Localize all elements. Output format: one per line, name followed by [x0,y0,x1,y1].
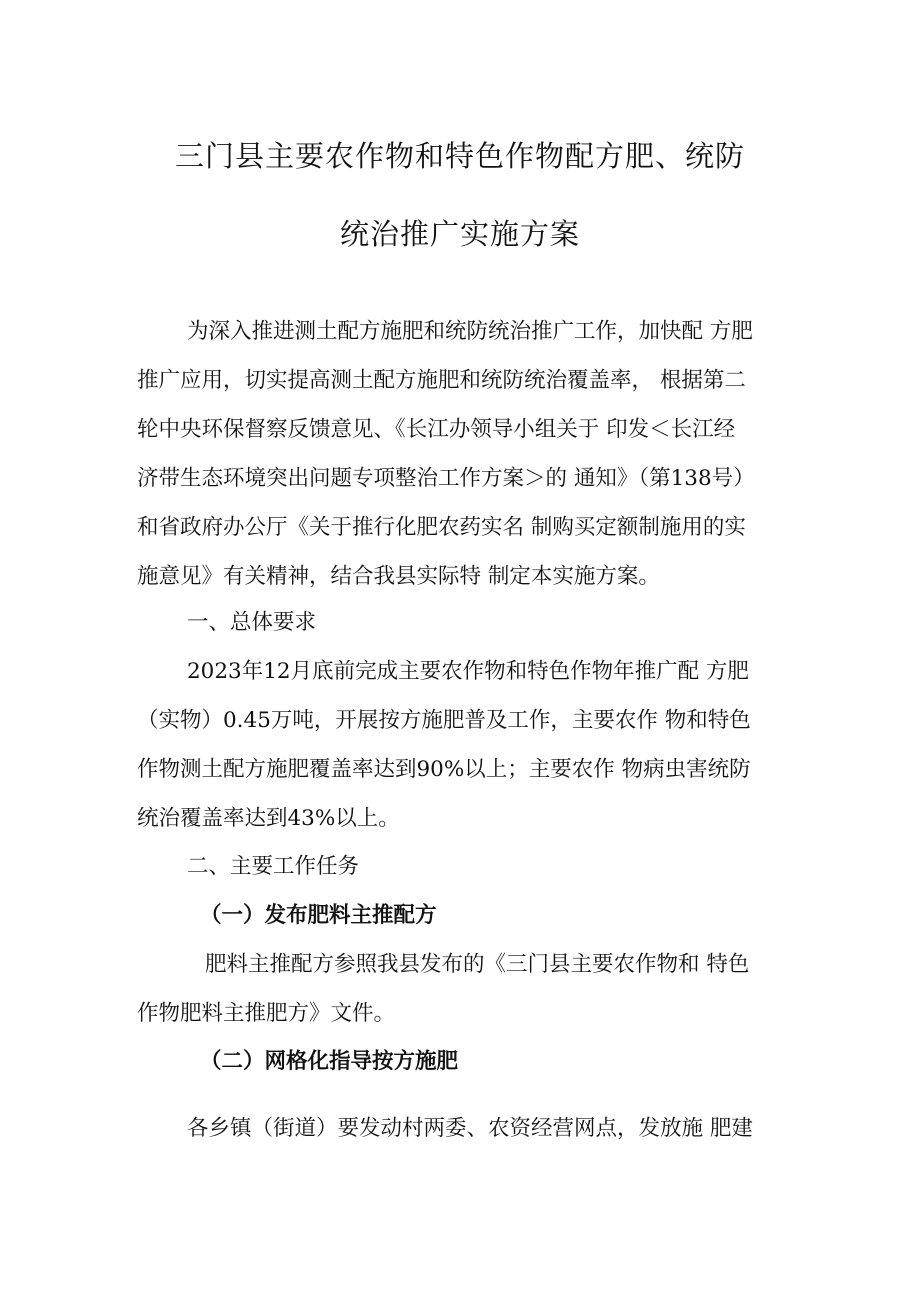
section-1-line: （实物）0.45万吨，开展按方施肥普及工作，主要农作 物和特色 [137,708,751,733]
document-title-line-1: 三门县主要农作物和特色作物配方肥、统防 [174,139,745,173]
subsection-2-heading: （二）网格化指导按方施肥 [200,1049,459,1074]
intro-paragraph-line: 推广应用，切实提高测土配方施肥和统防统治覆盖率， 根据第二 [137,368,746,393]
subsection-1-line: 作物肥料主推肥方》文件。 [137,1001,396,1026]
section-1-line: 作物测土配方施肥覆盖率达到90%以上；主要农作 物病虫害统防 [137,757,751,782]
subsection-1-heading: （一）发布肥料主推配方 [200,903,437,928]
section-1-heading: 一、总体要求 [187,610,317,635]
intro-paragraph-line: 和省政府办公厅《关于推行化肥农药实名 制购买定额制施用的实 [137,515,746,540]
document-title-line-2: 统治推广实施方案 [339,217,580,251]
section-2-heading: 二、主要工作任务 [187,854,360,879]
subsection-2-line: 各乡镇（街道）要发动村两委、农资经营网点，发放施 肥建 [187,1116,753,1141]
intro-paragraph-line: 轮中央环保督察反馈意见、《长江办领导小组关于 印发＜长江经 [137,417,736,442]
intro-paragraph-line: 为深入推进测土配方施肥和统防统治推广工作，加快配 方肥 [187,319,753,344]
intro-paragraph-line: 济带生态环境突出问题专项整治工作方案＞的 通知》（第138号） [137,466,755,491]
section-1-line: 2023年12月底前完成主要农作物和特色作物年推广配 方肥 [187,659,749,684]
subsection-1-line: 肥料主推配方参照我县发布的《三门县主要农作物和 特色 [205,952,750,977]
intro-paragraph-line: 施意见》有关精神，结合我县实际特 制定本实施方案。 [137,564,660,589]
section-1-line: 统治覆盖率达到43%以上。 [137,806,400,831]
